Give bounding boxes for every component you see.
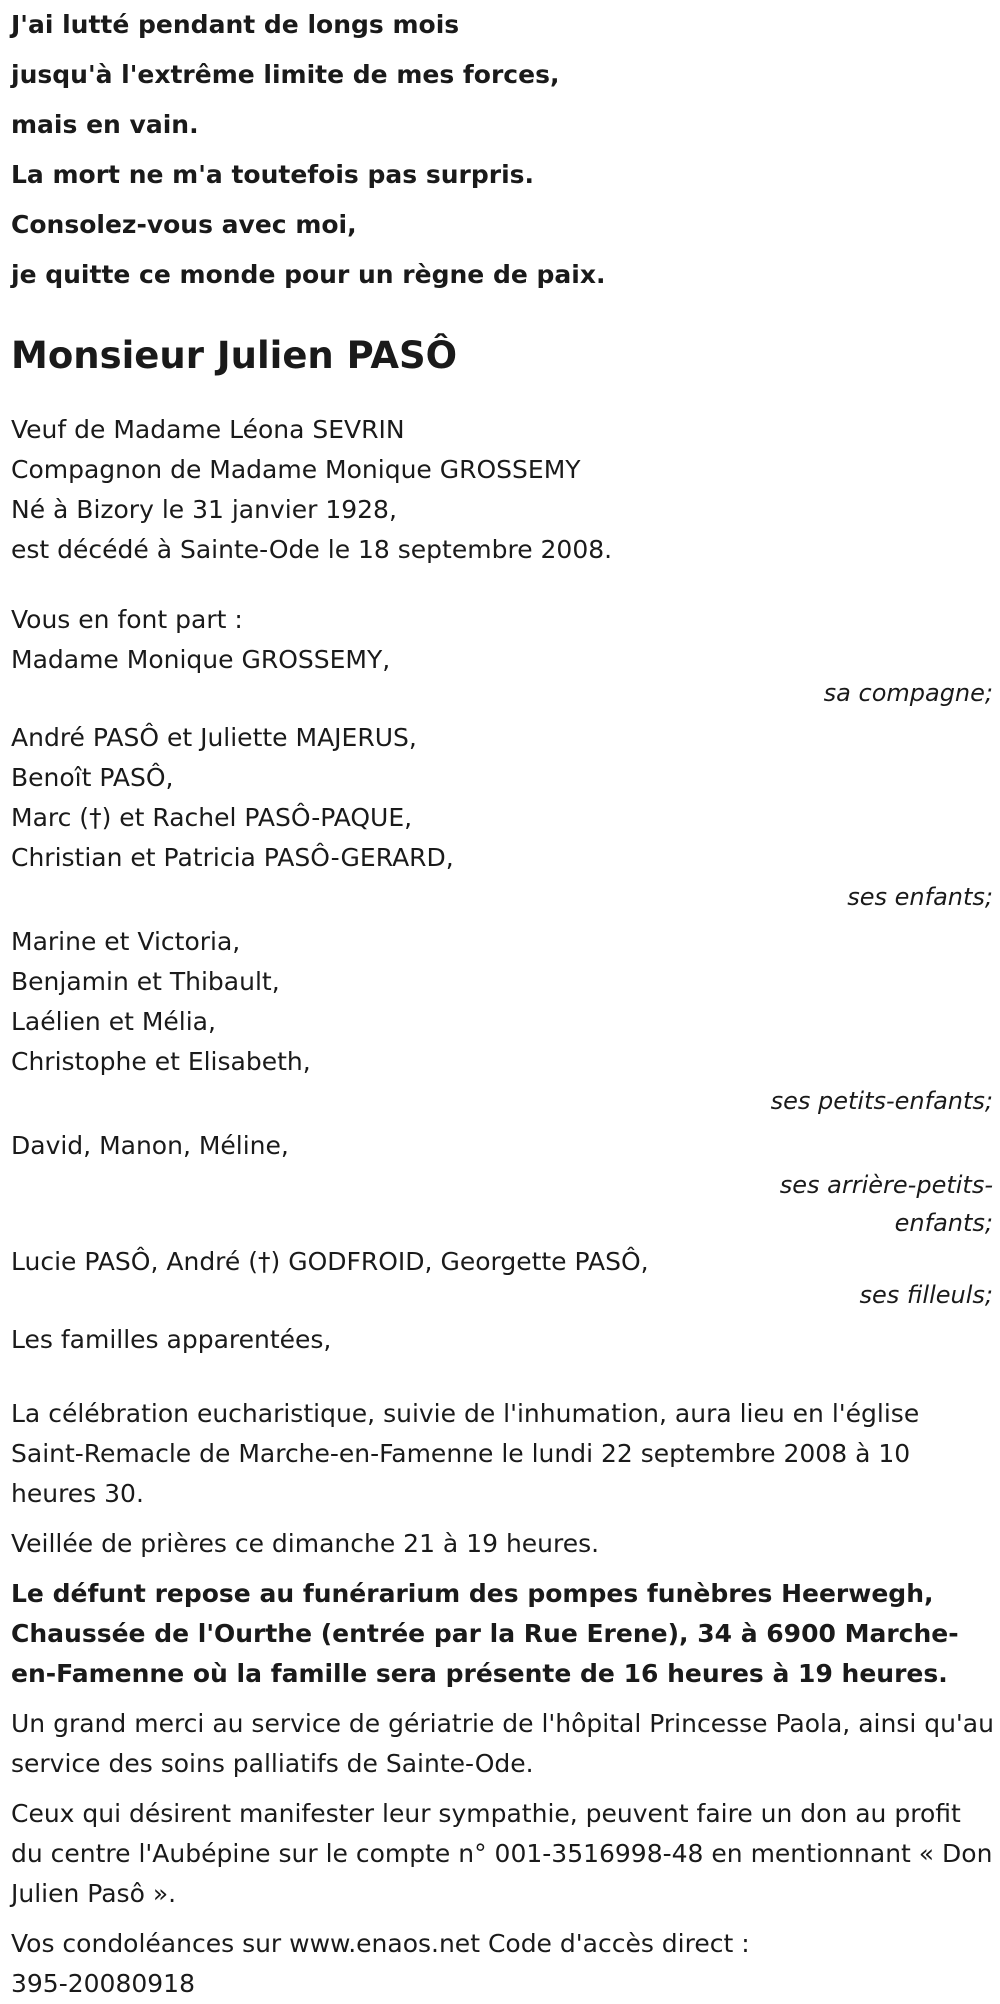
mourner-name: André PASÔ et Juliette MAJERUS, [11,723,417,752]
intro-block [11,410,995,570]
deceased-name: Monsieur Julien PASÔ [11,334,458,377]
relation-label: ses petits-enfants; [770,1087,993,1115]
poem-line: je quitte ce monde pour un règne de paix. [11,260,606,289]
poem-line: J'ai lutté pendant de longs mois [11,10,460,39]
condolences-paragraph [11,1924,995,2004]
relation-label: ses arrière-petits-enfants; [779,1171,993,1237]
relation-label: ses filleuls; [859,1281,993,1309]
condolences-line: Vos condoléances sur www.enaos.net Code d'accès direct : [11,1929,750,1958]
condolences-code: 395-20080918 [11,1969,195,1998]
mourner-name: Benoît PASÔ, [11,763,174,792]
mourner-name: Christophe et Elisabeth, [11,1047,311,1076]
relation-label: sa compagne; [823,679,993,707]
group-godchildren [11,1242,995,1314]
poem-line: La mort ne m'a toutefois pas surpris. [11,160,535,189]
thanks-paragraph: Un grand merci au service de gériatrie de l'hôpital Princesse Paola, ainsi qu'au service des soins palliatifs de Sainte-Ode. [11,1709,994,1778]
mourner-name: Marine et Victoria, [11,927,241,956]
families-line: Les familles apparentées, [11,1325,332,1354]
mourner-name: Lucie PASÔ, André (†) GODFROID, Georgette PASÔ, [11,1247,649,1276]
group-children [11,718,995,916]
group-great-grandchildren [11,1126,995,1242]
mourner-name: Madame Monique GROSSEMY, [11,645,391,674]
intro-line: Veuf de Madame Léona SEVRIN [11,415,405,444]
relation-label: ses enfants; [847,883,993,911]
intro-line: est décédé à Sainte-Ode le 18 septembre 2008. [11,535,613,564]
poem-line: mais en vain. [11,110,199,139]
funerarium-paragraph: Le défunt repose au funérarium des pompes funèbres Heerwegh, Chaussée de l'Ourthe (entrée par la Rue Erene), 34 à 6900 Marche-en-Famenne où la famille sera présente de 16 heures à 19 heures. [11,1579,959,1688]
intro-line: Compagnon de Madame Monique GROSSEMY [11,455,581,484]
vigil-paragraph: Veillée de prières ce dimanche 21 à 19 heures. [11,1529,600,1558]
donation-paragraph: Ceux qui désirent manifester leur sympathie, peuvent faire un don au profit du centre l'Aubépine sur le compte n° 001-3516998-48 en mentionnant « Don Julien Pasô ». [11,1799,993,1908]
poem [11,0,995,300]
group-grandchildren [11,922,995,1120]
poem-line: jusqu'à l'extrême limite de mes forces, [11,60,560,89]
announce-line: Vous en font part : [11,605,243,634]
obituary-page [11,0,995,2004]
poem-line: Consolez-vous avec moi, [11,210,357,239]
mourner-name: Benjamin et Thibault, [11,967,280,996]
group-companion [11,640,995,712]
mourner-name: David, Manon, Méline, [11,1131,289,1160]
intro-line: Né à Bizory le 31 janvier 1928, [11,495,397,524]
mourner-name: Marc (†) et Rachel PASÔ-PAQUE, [11,803,413,832]
mourner-name: Christian et Patricia PASÔ-GERARD, [11,843,454,872]
celebration-paragraph: La célébration eucharistique, suivie de l'inhumation, aura lieu en l'église Saint-Remacle de Marche-en-Famenne le lundi 22 septembre 2008 à 10 heures 30. [11,1399,920,1508]
mourner-name: Laélien et Mélia, [11,1007,216,1036]
